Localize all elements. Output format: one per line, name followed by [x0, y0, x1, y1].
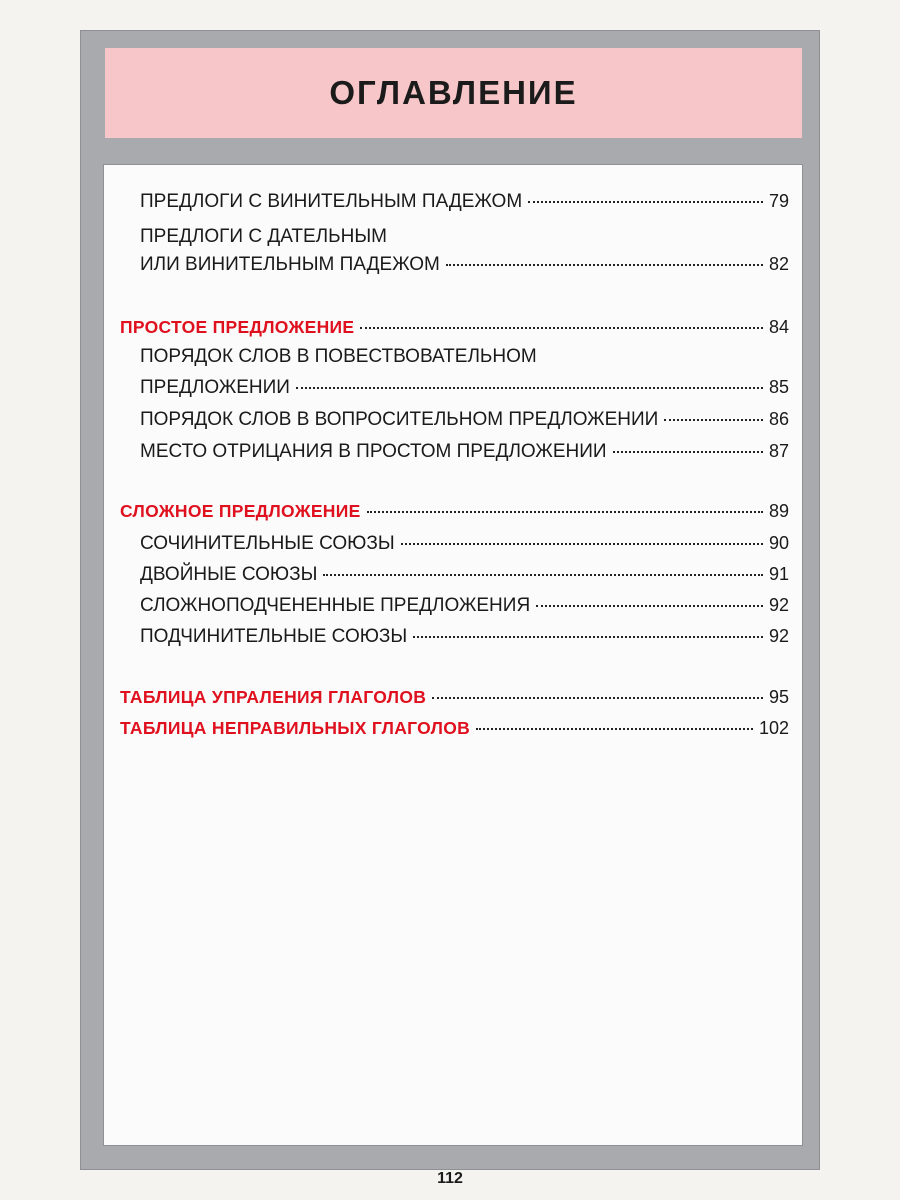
toc-section: [120, 499, 789, 523]
toc-section: [120, 315, 789, 339]
toc-section-label: ТАБЛИЦА УПРАЛЕНИЯ ГЛАГОЛОВ: [120, 687, 427, 707]
toc-entry-page: 85: [768, 377, 789, 397]
dot-leader: [401, 543, 763, 545]
toc-entry: [140, 439, 789, 464]
toc-entry-line1: ПРЕДЛОГИ С ДАТЕЛЬНЫМ: [140, 226, 387, 247]
dot-leader: [664, 419, 763, 421]
dot-leader: [613, 451, 763, 453]
dot-leader: [360, 327, 763, 329]
toc-entry: [140, 531, 789, 556]
page-title: ОГЛАВЛЕНИЕ: [329, 74, 578, 111]
toc-entry-page: 84: [768, 317, 789, 337]
toc-entry: [140, 624, 789, 649]
table-of-contents: [104, 165, 802, 1145]
dot-leader: [476, 728, 753, 730]
dot-leader: [432, 697, 763, 699]
toc-entry-label: ПРЕДЛОЖЕНИИ: [140, 377, 290, 398]
toc-entry-page: 91: [768, 564, 789, 584]
toc-entry: [140, 375, 789, 400]
toc-section-label: ПРОСТОЕ ПРЕДЛОЖЕНИЕ: [120, 317, 355, 337]
toc-entry-page: 82: [768, 254, 789, 274]
toc-section: [120, 685, 789, 709]
toc-section: [120, 716, 789, 740]
dot-leader: [528, 201, 763, 203]
title-band: [105, 48, 802, 138]
toc-entry: [140, 593, 789, 618]
toc-entry-page: 87: [768, 441, 789, 461]
dot-leader: [446, 264, 763, 266]
toc-entry-label: ИЛИ ВИНИТЕЛЬНЫМ ПАДЕЖОМ: [140, 254, 440, 275]
toc-entry-page: 92: [768, 595, 789, 615]
toc-entry-label: СОЧИНИТЕЛЬНЫЕ СОЮЗЫ: [140, 533, 395, 554]
toc-panel: [103, 164, 803, 1146]
dot-leader: [413, 636, 763, 638]
toc-entry-page: 89: [768, 501, 789, 521]
toc-entry-page: 95: [768, 687, 789, 707]
dot-leader: [536, 605, 763, 607]
toc-entry: [140, 562, 789, 587]
toc-entry-page: 86: [768, 409, 789, 429]
dot-leader: [323, 574, 763, 576]
toc-entry-label: ПОРЯДОК СЛОВ В ВОПРОСИТЕЛЬНОМ ПРЕДЛОЖЕНИИ: [140, 409, 659, 430]
toc-entry-page: 92: [768, 626, 789, 646]
toc-entry-page: 79: [768, 191, 789, 211]
dot-leader: [296, 387, 763, 389]
toc-section-label: СЛОЖНОЕ ПРЕДЛОЖЕНИЕ: [120, 501, 361, 521]
toc-section-label: ТАБЛИЦА НЕПРАВИЛЬНЫХ ГЛАГОЛОВ: [120, 718, 471, 738]
toc-entry-line1: ПОРЯДОК СЛОВ В ПОВЕСТВОВАТЕЛЬНОМ: [140, 346, 537, 367]
toc-entry: [140, 252, 789, 277]
toc-entry: [140, 189, 789, 214]
toc-entry: [140, 407, 789, 432]
toc-entry-label: МЕСТО ОТРИЦАНИЯ В ПРОСТОМ ПРЕДЛОЖЕНИИ: [140, 441, 607, 462]
toc-entry-label: ПОДЧИНИТЕЛЬНЫЕ СОЮЗЫ: [140, 626, 408, 647]
page-number: 112: [437, 1170, 463, 1187]
toc-entry-label: ПРЕДЛОГИ С ВИНИТЕЛЬНЫМ ПАДЕЖОМ: [140, 191, 523, 212]
toc-entry-page: 90: [768, 533, 789, 553]
toc-entry-label: СЛОЖНОПОДЧЕНЕННЫЕ ПРЕДЛОЖЕНИЯ: [140, 595, 531, 616]
toc-entry-label: ДВОЙНЫЕ СОЮЗЫ: [140, 564, 318, 585]
dot-leader: [367, 511, 763, 513]
toc-entry-page: 102: [758, 718, 789, 738]
